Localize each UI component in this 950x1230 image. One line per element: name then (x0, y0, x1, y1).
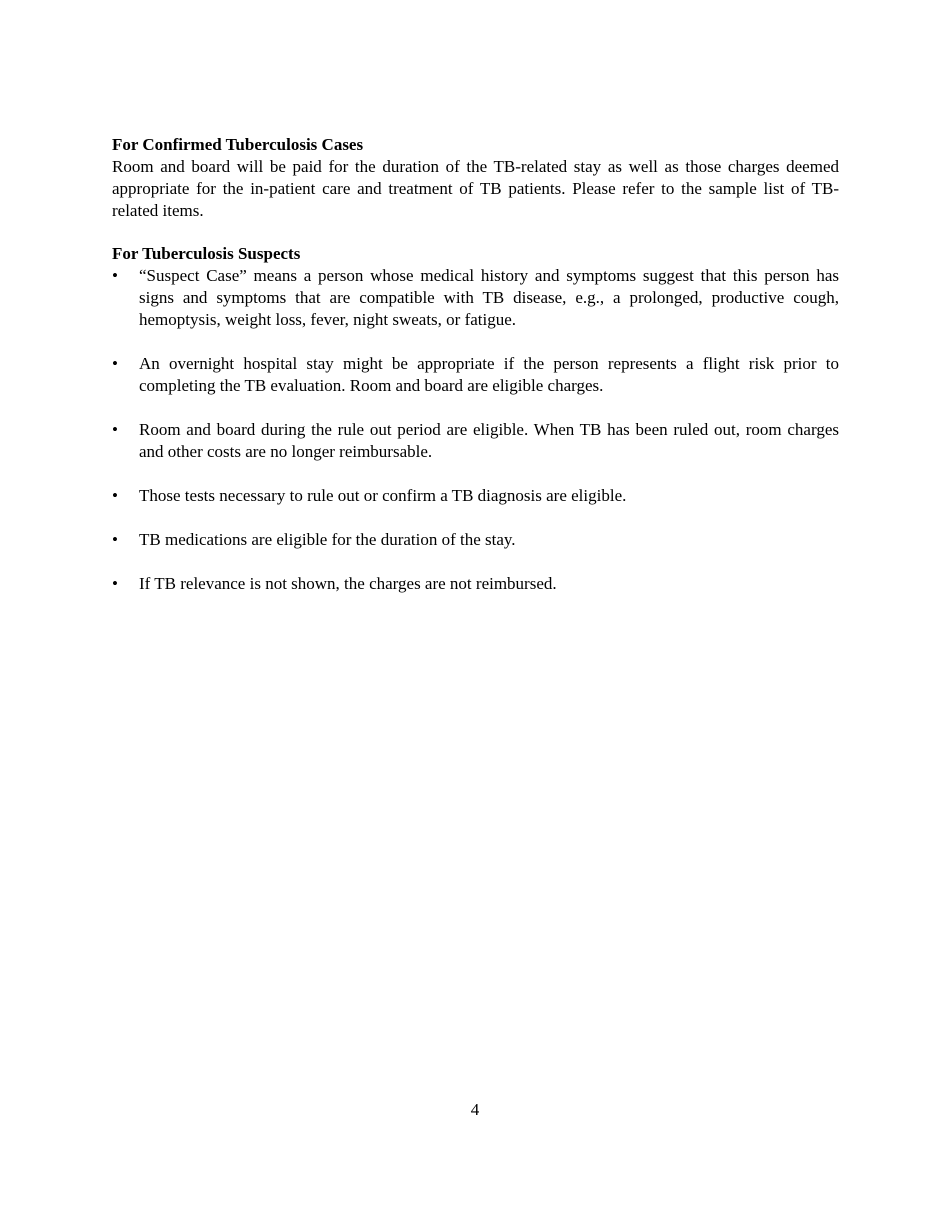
bullet-item-suspect-case (112, 265, 839, 331)
bullet-item-medications (112, 529, 839, 551)
page-number: 4 (470, 1100, 480, 1119)
bullet-icon: • (112, 420, 118, 439)
bullet-text: An overnight hospital stay might be appropriate if the person represents a flight risk prior to completing the TB evaluation. Room and board are eligible charges. (139, 354, 839, 395)
bullet-icon: • (112, 574, 118, 593)
bullet-text: “Suspect Case” means a person whose medical history and symptoms suggest that this person has signs and symptoms that are compatible with TB disease, e.g., a prolonged, productive cough, hemoptysis, weight loss, fever, night sweats, or fatigue. (139, 266, 839, 329)
bullet-item-overnight-stay (112, 353, 839, 397)
suspects-heading: For Tuberculosis Suspects (112, 244, 301, 263)
confirmed-cases-heading: For Confirmed Tuberculosis Cases (112, 135, 364, 154)
bullet-text: Those tests necessary to rule out or confirm a TB diagnosis are eligible. (139, 486, 627, 505)
bullet-icon: • (112, 486, 118, 505)
bullet-icon: • (112, 354, 118, 373)
section-spacer (112, 222, 839, 243)
bullet-item-relevance (112, 573, 839, 595)
confirmed-cases-paragraph: Room and board will be paid for the duration of the TB-related stay as well as those charges deemed appropriate for the in-patient care and treatment of TB patients. Please refer to the sample list of TB-related items. (112, 157, 839, 220)
document-body (112, 134, 839, 617)
bullet-item-rule-out-period (112, 419, 839, 463)
bullet-icon: • (112, 530, 118, 549)
bullet-item-tests (112, 485, 839, 507)
bullet-text: Room and board during the rule out period are eligible. When TB has been ruled out, room charges and other costs are no longer reimbursable. (139, 420, 839, 461)
bullet-icon: • (112, 266, 118, 285)
suspects-bullet-list (112, 265, 839, 595)
bullet-text: TB medications are eligible for the duration of the stay. (139, 530, 516, 549)
bullet-text: If TB relevance is not shown, the charges are not reimbursed. (139, 574, 557, 593)
